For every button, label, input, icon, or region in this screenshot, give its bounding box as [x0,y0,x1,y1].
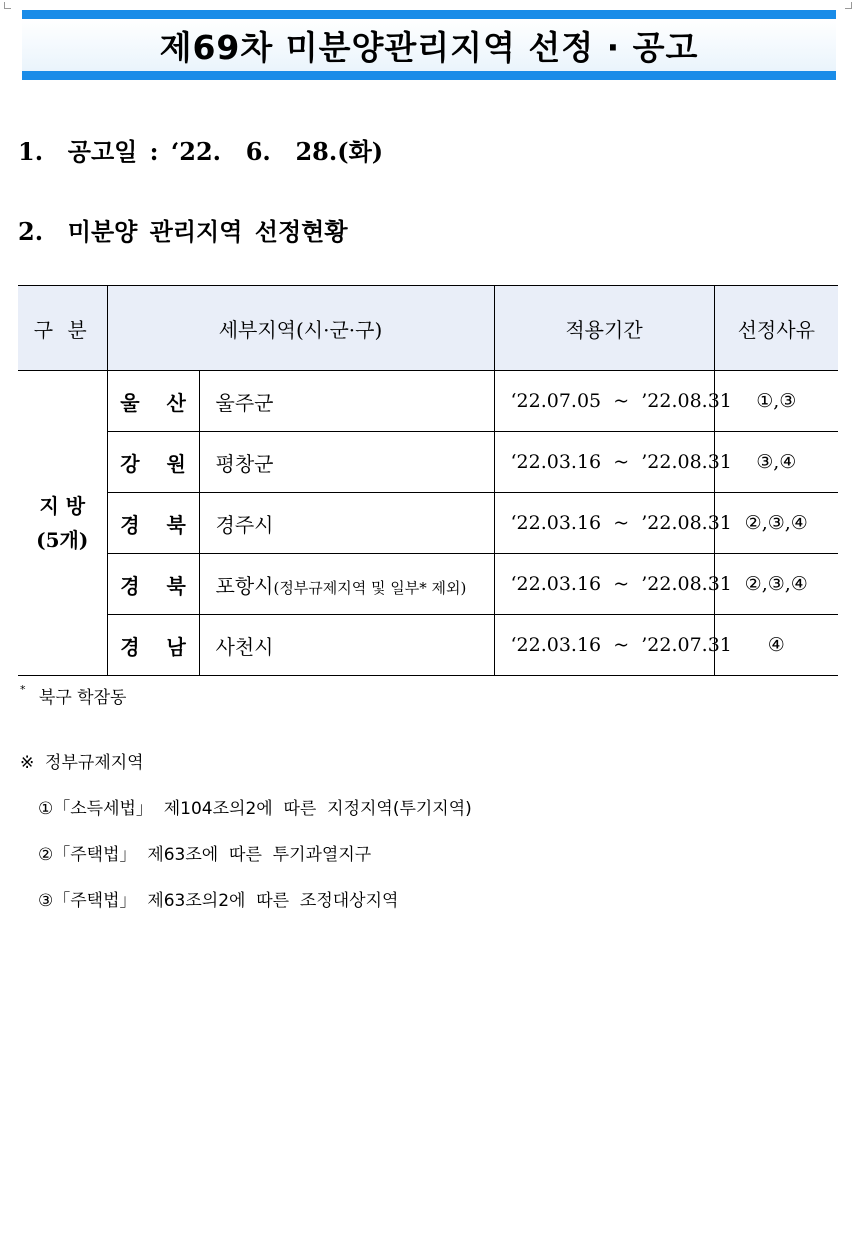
page-corner-mark [845,2,852,9]
table-row [18,432,838,493]
table-row [18,493,838,554]
reason-cell: ①,③ [714,371,838,432]
header-category: 구 분 [18,286,107,371]
table-header-row [18,286,838,371]
area-cell [199,432,494,493]
page-title: 제69차 미분양관리지역 선정 · 공고 [159,27,699,67]
reason-cell: ③,④ [714,432,838,493]
page-corner-mark [4,2,11,9]
period-cell: ‘22.03.16 ~ ’22.08.31 [494,493,714,554]
table-row [18,615,838,676]
header-period: 적용기간 [494,286,714,371]
period-cell: ‘22.03.16 ~ ’22.07.31 [494,615,714,676]
note-item: ③「주택법」 제63조의2에 따른 조정대상지역 [38,891,399,911]
province-cell: 울 산 [107,371,199,432]
area-name: 포항시 [215,573,274,598]
footnote-mark: * [20,683,26,696]
period-cell: ‘22.03.16 ~ ’22.08.31 [494,554,714,615]
area-note: (정부규제지역 및 일부* 제외) [273,578,467,597]
footnote-text: 북구 학잠동 [38,688,127,708]
table-row [18,554,838,615]
area-cell [199,615,494,676]
province-cell: 경 북 [107,554,199,615]
status-heading: 2. 미분양 관리지역 선정현황 [18,217,348,246]
area-name: 평창군 [215,451,274,476]
region-table [18,285,838,676]
area-name: 울주군 [215,390,274,415]
area-cell [199,493,494,554]
notes-title: ※ 정부규제지역 [20,753,144,773]
group-label: 지 방 [39,494,86,518]
area-cell [199,554,494,615]
period-cell: ‘22.07.05 ~ ’22.08.31 [494,371,714,432]
group-cell [18,371,107,676]
note-item: ①「소득세법」 제104조의2에 따른 지정지역(투기지역) [38,799,472,819]
reason-cell: ④ [714,615,838,676]
table-row [18,371,838,432]
area-name: 사천시 [215,634,274,659]
province-cell: 강 원 [107,432,199,493]
province-cell: 경 남 [107,615,199,676]
header-reason: 선정사유 [714,286,838,371]
reason-cell: ②,③,④ [714,493,838,554]
title-banner [22,10,836,80]
area-cell [199,371,494,432]
header-region: 세부지역(시·군·구) [107,286,494,371]
area-name: 경주시 [215,512,274,537]
period-cell: ‘22.03.16 ~ ’22.08.31 [494,432,714,493]
announcement-date-heading: 1. 공고일 : ‘22. 6. 28.(화) [18,137,384,166]
footnote [20,683,126,708]
province-cell: 경 북 [107,493,199,554]
note-item: ②「주택법」 제63조에 따른 투기과열지구 [38,845,372,865]
group-count: (5개) [36,528,89,552]
reason-cell: ②,③,④ [714,554,838,615]
